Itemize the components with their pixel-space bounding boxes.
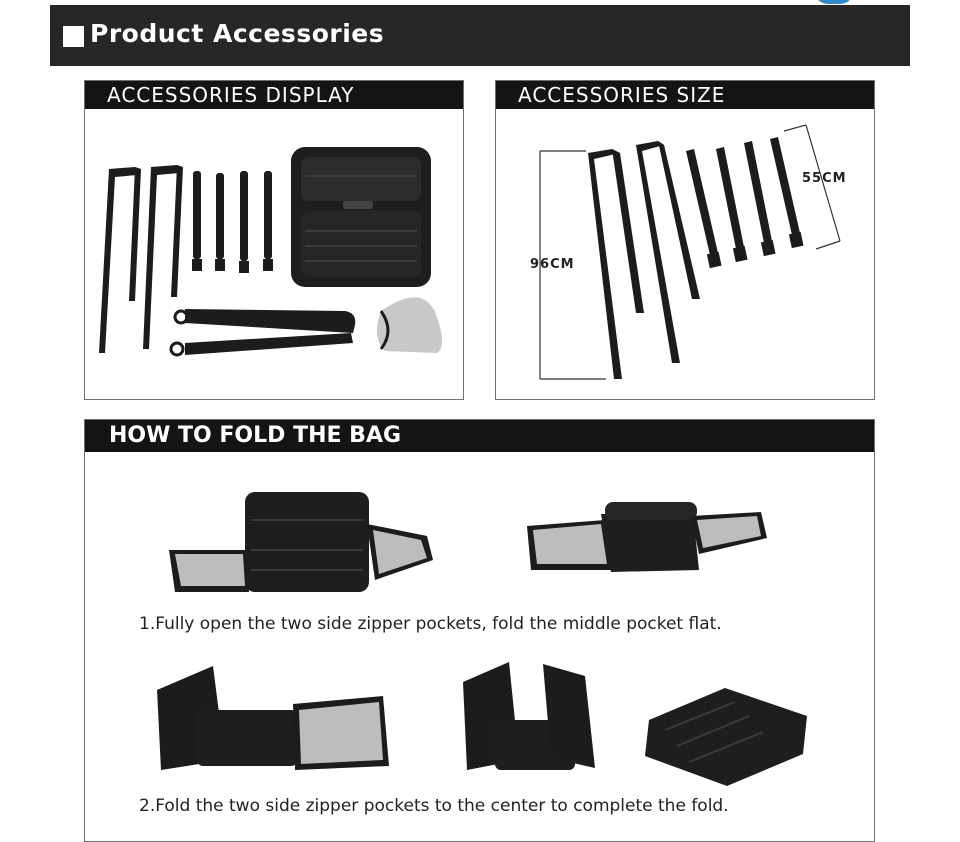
long-strap-length: 96CM: [530, 257, 575, 272]
accessories-display-title: ACCESSORIES DISPLAY: [85, 81, 463, 109]
section-title: Product Accessories: [90, 19, 385, 48]
accessories-size-panel: [495, 80, 875, 400]
accessories-display-image: [85, 81, 463, 399]
fold-instructions-title: HOW TO FOLD THE BAG: [85, 420, 874, 452]
short-straps: [686, 137, 804, 268]
rain-cover-pouch: [377, 297, 442, 353]
fold-instructions-panel: [84, 419, 875, 842]
section-header: [50, 5, 910, 66]
fold-step-2-text: 2.Fold the two side zipper pockets to the center to complete the fold.: [139, 796, 729, 816]
corner-badge: [814, 0, 854, 4]
short-strap-length: 55CM: [802, 171, 847, 186]
short-straps: [192, 171, 273, 273]
bag-open-flat-image: [169, 492, 433, 592]
shoulder-strap: [171, 309, 355, 355]
long-straps: [99, 165, 183, 353]
bag-flattened-image: [527, 502, 767, 572]
bag-fold-step-a-image: [157, 666, 389, 770]
fold-step-1-text: 1.Fully open the two side zipper pockets, fold the middle pocket flat.: [139, 614, 722, 634]
bag-image: [291, 147, 431, 287]
accessories-display-panel: [84, 80, 464, 400]
bag-fold-step-b-image: [463, 662, 595, 770]
square-icon: [63, 26, 84, 47]
accessories-size-title: ACCESSORIES SIZE: [496, 81, 874, 109]
bag-folded-image: [645, 688, 807, 786]
long-straps: [588, 141, 700, 379]
accessories-size-image: [496, 81, 874, 399]
